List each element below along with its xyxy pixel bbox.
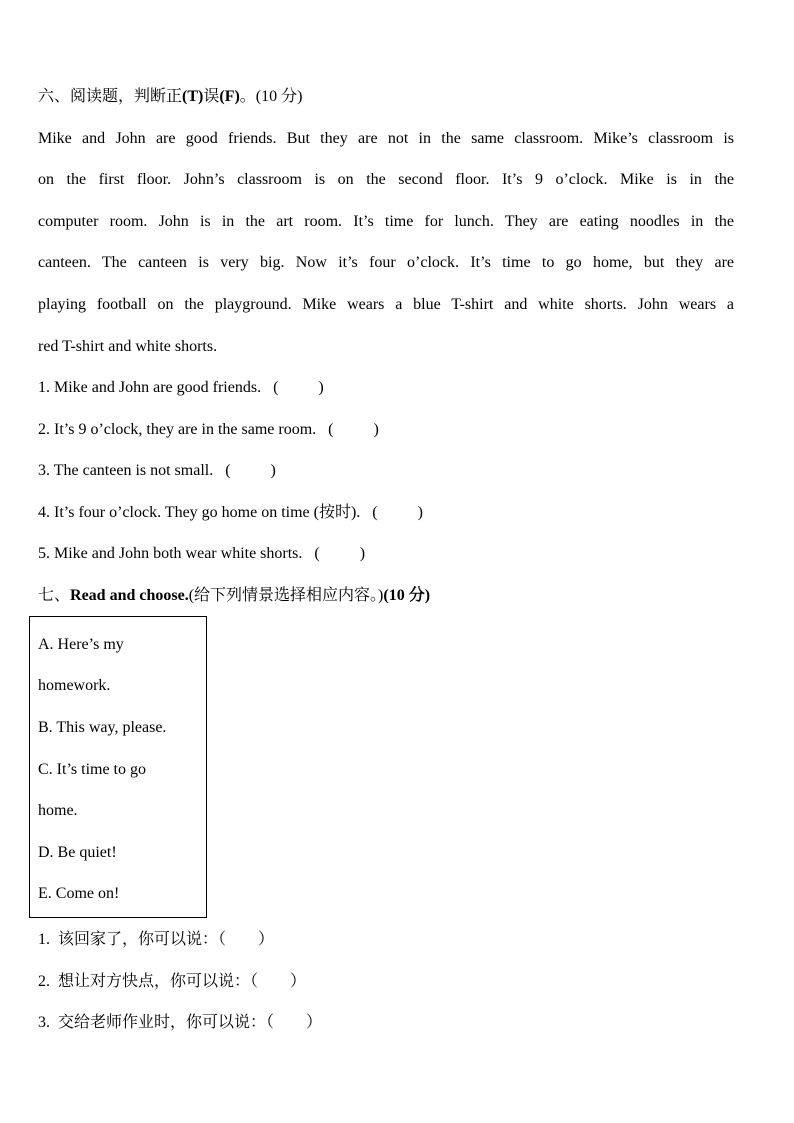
option-b: B. This way, please. — [38, 719, 167, 736]
section6-heading-prefix: 六、阅读题，判断正 — [38, 88, 183, 105]
section7-heading-prefix: 七、 — [38, 587, 71, 604]
tf-question-1[interactable]: 1. Mike and John are good friends. ( ) — [38, 379, 324, 396]
option-d: D. Be quiet! — [38, 844, 117, 861]
option-e: E. Come on! — [38, 885, 120, 902]
passage-line: canteen. The canteen is very big. Now it’s four o’clock. It’s time to go home, but they are — [38, 254, 734, 271]
section7-heading-paren: (给下列情景选择相应内容。) — [188, 587, 384, 604]
tf-question-4[interactable]: 4. It’s four o’clock. They go home on time (按时). ( ) — [38, 504, 423, 521]
tf-question-5[interactable]: 5. Mike and John both wear white shorts. ( ) — [38, 545, 366, 562]
option-a-line2: homework. — [38, 677, 111, 694]
section7-heading-bold: Read and choose. — [70, 587, 189, 604]
choice-question-3[interactable]: 3. 交给老师作业时，你可以说：（ ） — [38, 1014, 323, 1031]
passage-line: on the first floor. John’s classroom is on the second floor. It’s 9 o’clock. Mike is in the — [38, 171, 734, 188]
choice-question-1[interactable]: 1. 该回家了，你可以说：（ ） — [38, 931, 275, 948]
option-c-line1: C. It’s time to go — [38, 761, 146, 778]
passage-line: playing football on the playground. Mike wears a blue T-shirt and white shorts. John wears a — [38, 296, 734, 313]
passage-line: red T-shirt and white shorts. — [38, 338, 218, 355]
section7-heading-score: (10 分) — [383, 587, 431, 604]
section6-heading — [38, 87, 302, 107]
tf-question-3[interactable]: 3. The canteen is not small. ( ) — [38, 462, 276, 479]
passage-line: computer room. John is in the art room. It’s time for lunch. They are eating noodles in the — [38, 213, 734, 230]
option-a-line1: A. Here’s my — [38, 636, 124, 653]
section6-heading-f: (F) — [219, 88, 240, 105]
passage-line: Mike and John are good friends. But they are not in the same classroom. Mike’s classroom is — [38, 130, 734, 147]
tf-question-2[interactable]: 2. It’s 9 o’clock, they are in the same room. ( ) — [38, 421, 379, 438]
section6-heading-mid: 误 — [203, 88, 220, 105]
options-box — [29, 616, 207, 918]
choice-question-2[interactable]: 2. 想让对方快点，你可以说：（ ） — [38, 973, 307, 990]
section6-heading-suffix: 。(10 分) — [239, 88, 303, 105]
option-c-line2: home. — [38, 802, 78, 819]
section7-heading — [38, 586, 430, 606]
section6-heading-t: (T) — [182, 88, 204, 105]
